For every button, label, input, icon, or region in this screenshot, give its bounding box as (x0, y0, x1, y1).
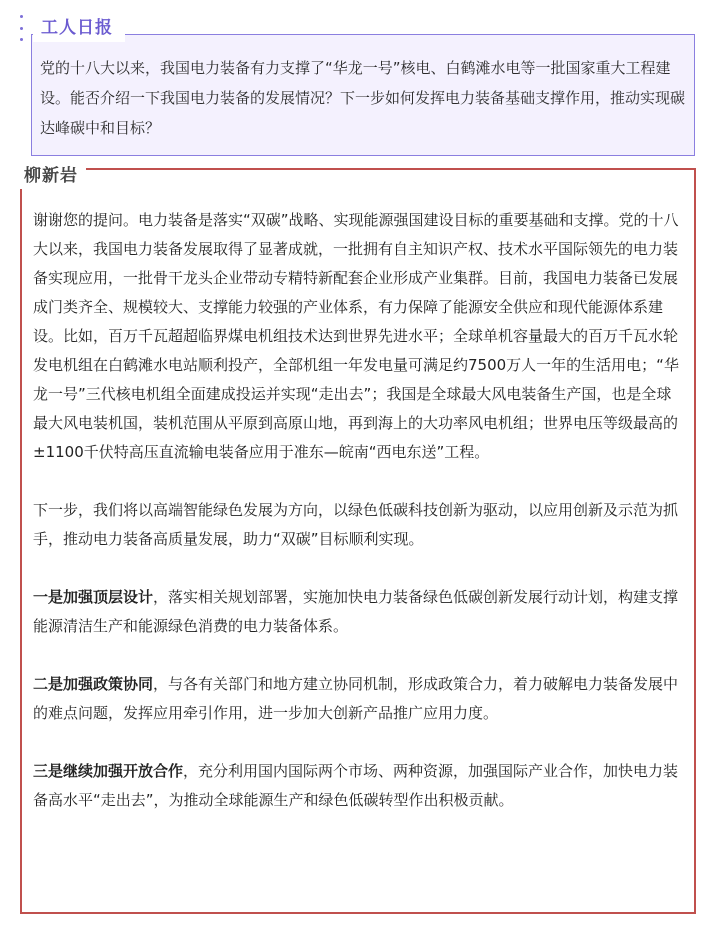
answer-body (33, 206, 685, 844)
paragraph-lead: 二是加强政策协同 (33, 675, 154, 693)
answer-paragraph (33, 206, 685, 467)
answer-paragraph (33, 670, 685, 728)
answer-paragraph (33, 496, 685, 554)
answer-paragraph (33, 583, 685, 641)
answer-speaker-tag: 柳新岩 (18, 163, 86, 189)
paragraph-text: ，落实相关规划部署，实施加快电力装备绿色低碳创新发展行动计划，构建支撑能源清洁生产和能源绿色消费的电力装备体系。 (33, 588, 679, 635)
question-dots-decoration (20, 15, 24, 41)
paragraph-lead: 三是继续加强开放合作 (33, 762, 184, 780)
question-source-tag: 工人日报 (33, 14, 125, 42)
paragraph-lead: 一是加强顶层设计 (33, 588, 154, 606)
question-text: 党的十八大以来，我国电力装备有力支撑了“华龙一号”核电、白鹤滩水电等一批国家重大工程建设。能否介绍一下我国电力装备的发展情况？下一步如何发挥电力装备基础支撑作用，推动实现碳达峰碳中和目标？ (40, 59, 686, 137)
paragraph-text: 下一步，我们将以高端智能绿色发展为方向，以绿色低碳科技创新为驱动，以应用创新及示范为抓手，推动电力装备高质量发展，助力“双碳”目标顺利实现。 (33, 501, 679, 548)
paragraph-text: ，与各有关部门和地方建立协同机制，形成政策合力，着力破解电力装备发展中的难点问题，发挥应用牵引作用，进一步加大创新产品推广应用力度。 (33, 675, 679, 722)
paragraph-text: 谢谢您的提问。电力装备是落实“双碳”战略、实现能源强国建设目标的重要基础和支撑。党的十八大以来，我国电力装备发展取得了显著成就，一批拥有自主知识产权、技术水平国际领先的电力装备实现应用，一批骨干龙头企业带动专精特新配套企业形成产业集群。目前，我国电力装备已发展成门类齐全、规模较大、支撑能力较强的产业体系，有力保障了能源安全供应和现代能源体系建设。比如，百万千瓦超超临界煤电机组技术达到世界先进水平；全球单机容量最大的百万千瓦水轮发电机组在白鹤滩水电站顺利投产，全部机组一年发电量可满足约7500万人一年的生活用电；“华龙一号”三代核电机组全面建成投运并实现“走出去”；我国是全球最大风电装备生产国，也是全球最大风电装机国，装机范围从平原到高原山地，再到海上的大功率风电机组；世界电压等级最高的±1100千伏特高压直流输电装备应用于准东—皖南“西电东送”工程。 (33, 211, 679, 461)
paragraph-text: ，充分利用国内国际两个市场、两种资源，加强国际产业合作，加快电力装备高水平“走出去”，为推动全球能源生产和绿色低碳转型作出积极贡献。 (33, 762, 679, 809)
answer-paragraph (33, 757, 685, 815)
